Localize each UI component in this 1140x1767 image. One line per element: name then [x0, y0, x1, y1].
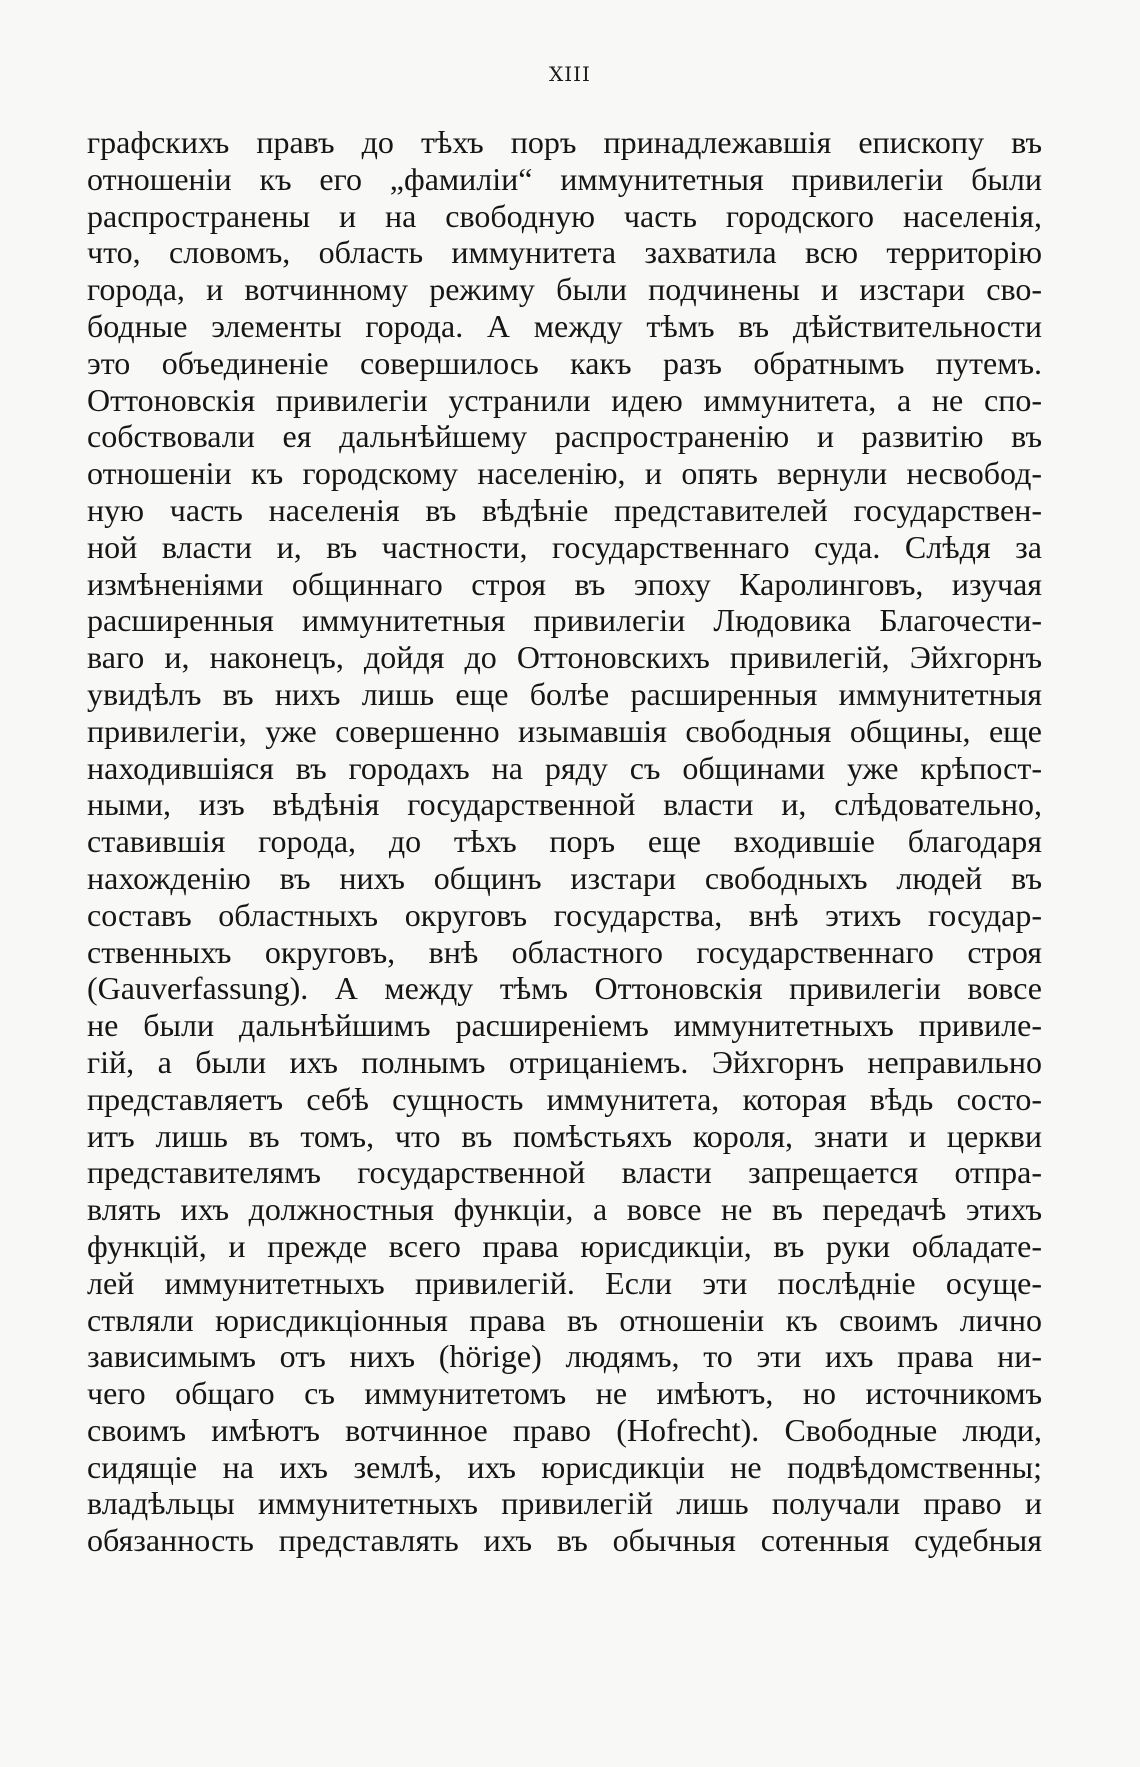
text-line: графскихъ правъ до тѣхъ поръ принадлежавшія епископу въ	[87, 124, 1042, 160]
text-line: функцій, и прежде всего права юрисдикціи, въ руки обладате-	[87, 1227, 1042, 1264]
text-line: сидящіе на ихъ землѣ, ихъ юрисдикціи не подвѣдомственны;	[87, 1448, 1042, 1485]
text-line: это объединеніе совершилось какъ разъ обратнымъ путемъ.	[87, 344, 1042, 381]
text-line: расширенныя иммунитетныя привилегіи Людовика Благочести-	[87, 602, 1042, 639]
text-line: представляетъ себѣ сущность иммунитета, которая вѣдь состо-	[87, 1080, 1042, 1117]
text-line: бодные элементы города. А между тѣмъ въ дѣйствительности	[87, 307, 1042, 344]
text-line: обязанность представлять ихъ въ обычныя сотенныя судебныя	[87, 1522, 1042, 1559]
text-line: (Gauverfassung). А между тѣмъ Оттоновскія привилегіи вовсе	[87, 970, 1042, 1007]
text-line: ствляли юрисдикціонныя права въ отношеніи къ своимъ лично	[87, 1301, 1042, 1338]
body-text	[87, 124, 1042, 1559]
text-line: своимъ имѣютъ вотчинное право (Hofrecht). Свободные люди,	[87, 1411, 1042, 1448]
text-line: собствовали ея дальнѣйшему распространенію и развитію въ	[87, 418, 1042, 455]
text-line: отношеніи къ его „фамиліи“ иммунитетныя привилегіи были	[87, 160, 1042, 197]
text-line: нахожденію въ нихъ общинъ изстари свободныхъ людей въ	[87, 859, 1042, 896]
text-line: владѣльцы иммунитетныхъ привилегій лишь получали право и	[87, 1485, 1042, 1522]
text-line: что, словомъ, область иммунитета захватила всю территорію	[87, 234, 1042, 271]
text-line: итъ лишь въ томъ, что въ помѣстьяхъ короля, знати и церкви	[87, 1117, 1042, 1154]
text-line: города, и вотчинному режиму были подчинены и изстари сво-	[87, 271, 1042, 308]
text-line: ваго и, наконецъ, дойдя до Оттоновскихъ привилегій, Эйхгорнъ	[87, 639, 1042, 676]
text-line: зависимымъ отъ нихъ (hörige) людямъ, то эти ихъ права ни-	[87, 1338, 1042, 1375]
text-line: лей иммунитетныхъ привилегій. Если эти послѣдніе осуще-	[87, 1264, 1042, 1301]
text-line: находившіяся въ городахъ на ряду съ общинами уже крѣпост-	[87, 749, 1042, 786]
text-line: распространены и на свободную часть городского населенія,	[87, 197, 1042, 234]
text-line: составъ областныхъ округовъ государства, внѣ этихъ государ-	[87, 896, 1042, 933]
page-number: XIII	[549, 62, 591, 86]
text-line: ственныхъ округовъ, внѣ областного государственнаго строя	[87, 933, 1042, 970]
text-line: чего общаго съ иммунитетомъ не имѣютъ, но источникомъ	[87, 1375, 1042, 1412]
text-line: влять ихъ должностныя функціи, а вовсе не въ передачѣ этихъ	[87, 1191, 1042, 1228]
text-line: ную часть населенія въ вѣдѣніе представителей государствен-	[87, 491, 1042, 528]
text-line: ставившія города, до тѣхъ поръ еще входившіе благодаря	[87, 823, 1042, 860]
text-line: ными, изъ вѣдѣнія государственной власти и, слѣдовательно,	[87, 786, 1042, 823]
text-line: измѣненіями общиннаго строя въ эпоху Каролинговъ, изучая	[87, 565, 1042, 602]
text-line: Оттоновскія привилегіи устранили идею иммунитета, а не спо-	[87, 381, 1042, 418]
text-line: увидѣлъ въ нихъ лишь еще болѣе расширенныя иммунитетныя	[87, 675, 1042, 712]
text-line: гій, а были ихъ полнымъ отрицаніемъ. Эйхгорнъ неправильно	[87, 1043, 1042, 1080]
text-line: привилегіи, уже совершенно изымавшія свободныя общины, еще	[87, 712, 1042, 749]
text-line: не были дальнѣйшимъ расширеніемъ иммунитетныхъ привиле-	[87, 1007, 1042, 1044]
text-line: отношеніи къ городскому населенію, и опять вернули несвобод-	[87, 455, 1042, 492]
text-line: представителямъ государственной власти запрещается отпра-	[87, 1154, 1042, 1191]
text-line: ной власти и, въ частности, государственнаго суда. Слѣдя за	[87, 528, 1042, 565]
